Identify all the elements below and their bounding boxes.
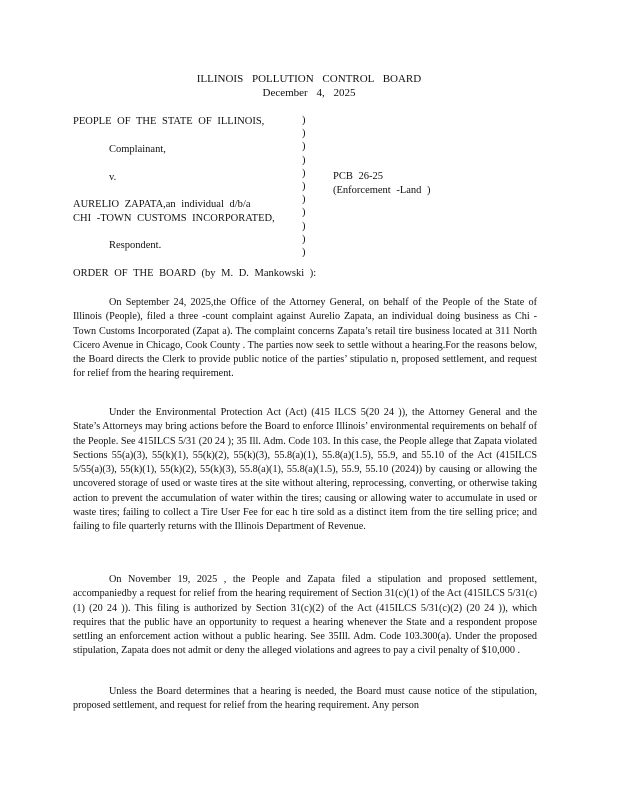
respondent-name-line1: AURELIO ZAPATA,an individual d/b/a	[73, 199, 251, 210]
caption-paren: )	[302, 233, 306, 245]
paragraph-4: Unless the Board determines that a hearing is needed, the Board must cause notice of the stipulation, proposed settlement, and request for relief from the hearing requirement. Any person	[73, 686, 537, 712]
complainant-name: PEOPLE OF THE STATE OF ILLINOIS,	[73, 116, 265, 127]
order-of-the-board: ORDER OF THE BOARD (by M. D. Mankowski ):	[73, 268, 317, 279]
order-date: December 4, 2025	[262, 87, 356, 99]
case-type: (Enforcement -Land )	[333, 185, 431, 196]
respondent-name-line2: CHI -TOWN CUSTOMS INCORPORATED,	[73, 213, 275, 224]
paragraph-3: On November 19, 2025 , the People and Zapata filed a stipulation and proposed settlement, accompaniedby a request for relief from the hearing requirement of Section 31(c)(1) of the Act (415ILCS 5/31(c)(1) (20 24 )). This filing is authorized by Section 31(c)(2) of the Act (415ILCS 5/31(c)(2) (20 24 )), which requires that the public have an opportunity to request a hearing whenever the State and a respondent propose settling an enforcement action without a public hearing. See 35Ill. Adm. Code 103.300(a). Under the proposed stipulation, Zapata does not admit or deny the alleged violations and agrees to pay a civil penalty of $10,000 .	[73, 574, 537, 657]
caption-paren: )	[302, 115, 306, 126]
caption-paren: )	[302, 154, 306, 166]
caption-paren: )	[302, 181, 306, 193]
caption-paren: )	[302, 220, 306, 232]
paragraph-1: On September 24, 2025,the Office of the Attorney General, on behalf of the People of the State of Illinois (People), filed a three -count complaint against Aurelio Zapata, an individual doing business as Chi -Town Customs Incorporated (Zapat a). The complaint concerns Zapata’s retail tire business located at 311 North Cicero Avenue in Chicago, Cook County . The parties now seek to settle without a hearing.For the reasons below, the Board directs the Clerk to provide public notice of the parties’ stipulatio n, proposed settlement, and request for relief from the hearing requirement.	[73, 297, 537, 380]
paragraph-2: Under the Environmental Protection Act (Act) (415 ILCS 5(20 24 )), the Attorney General and the State’s Attorneys may bring actions before the Board to enforce Illinois’ environmental requirements on behalf of the People. See 415ILCS 5/31 (20 24 ); 35 Ill. Adm. Code 103. In this case, the People allege that Zapata violated Sections 55(a)(3), 55(k)(1), 55(k)(2), 55(k)(3), 55.8(a)(1), 55.8(a)(1.5), 55.9, and 55.10 of the Act (415ILCS 5/55(a)(3), 55(k)(1), 55(k)(2), 55(k)(3), 55.8(a)(1), 55.8(a)(1.5), 55.9, 55.10 (2024)) by causing or allowing the uncovered storage of used or waste tires at the site without altering, reprocessing, converting, or otherwise taking action to prevent the accumulation of water within the tires; causing or allowing water to accumulate in used or waste tires; failing to collect a Tire User Fee for eac h tire sold as a distinct item from the tire selling price; and failing to file quarterly returns with the Illinois Department of Revenue.	[73, 407, 537, 533]
caption-parentheses	[302, 114, 306, 259]
agency-title: ILLINOIS POLLUTION CONTROL BOARD	[196, 73, 422, 85]
versus-label: v.	[109, 172, 117, 183]
caption-paren: )	[302, 194, 306, 206]
complainant-role: Complainant,	[109, 144, 166, 155]
caption-paren: )	[302, 128, 306, 140]
caption-paren: )	[302, 247, 306, 259]
case-number: PCB 26-25	[333, 171, 383, 182]
caption-paren: )	[302, 207, 306, 219]
respondent-role: Respondent.	[109, 240, 162, 251]
caption-paren: )	[302, 141, 306, 153]
caption-paren: )	[302, 167, 306, 179]
